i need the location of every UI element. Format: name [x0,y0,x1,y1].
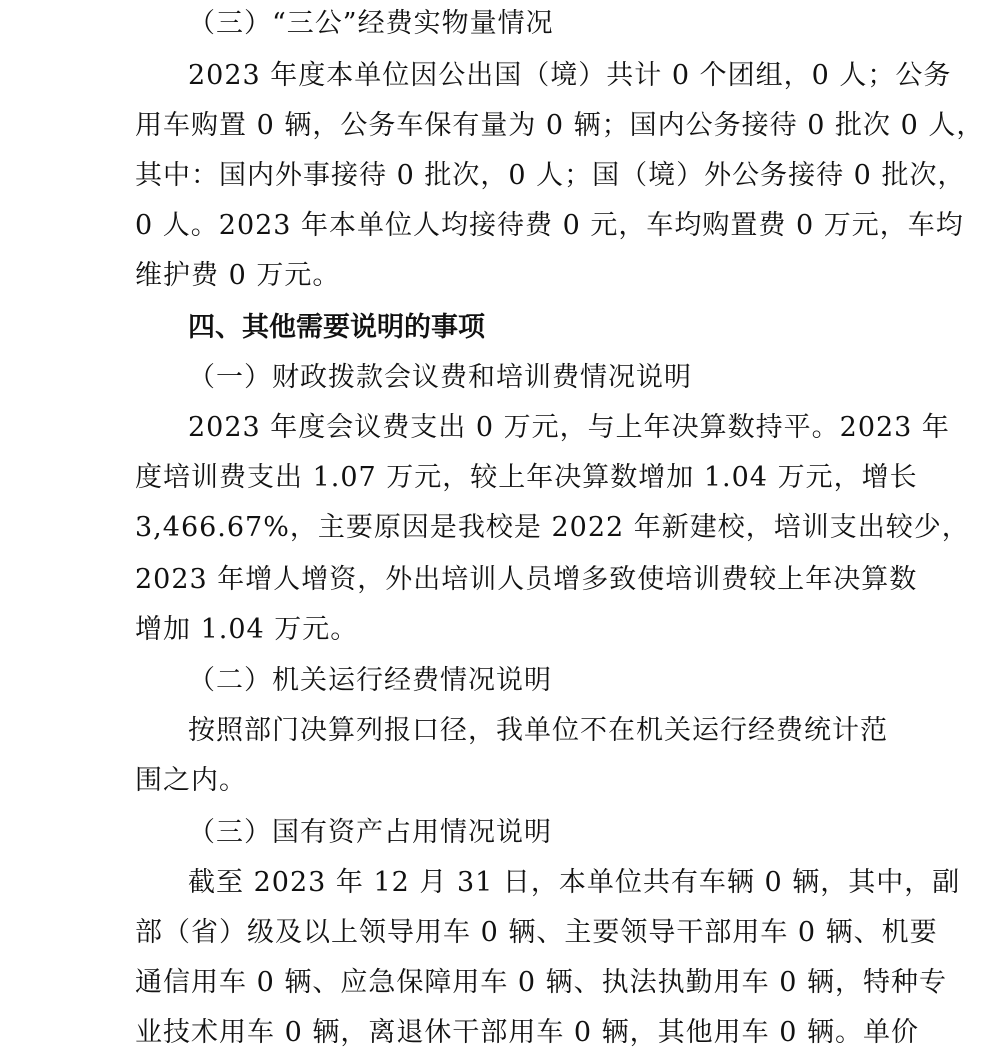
subsection-heading-three-public-expenses: （三）“三公”经费实物量情况 [188,8,554,39]
paragraph-line: 0 人。2023 年本单位人均接待费 0 元，车均购置费 0 万元，车均 [135,210,964,241]
paragraph-line: 通信用车 0 辆、应急保障用车 0 辆、执法执勤用车 0 辆，特种专 [135,967,948,998]
subsection-heading-meeting-training-fees: （一）财政拨款会议费和培训费情况说明 [188,362,692,393]
paragraph-line: 增加 1.04 万元。 [135,614,359,645]
paragraph-line: 其中：国内外事接待 0 批次，0 人；国（境）外公务接待 0 批次， [135,160,966,191]
paragraph-line: 用车购置 0 辆，公务车保有量为 0 辆；国内公务接待 0 批次 0 人， [135,110,985,141]
paragraph-line: 2023 年增人增资，外出培训人员增多致使培训费较上年决算数 [135,564,918,595]
subsection-heading-operating-expenses: （二）机关运行经费情况说明 [188,665,552,696]
paragraph-line: 业技术用车 0 辆，离退休干部用车 0 辆，其他用车 0 辆。单价 [135,1017,920,1048]
paragraph-line: 2023 年度会议费支出 0 万元，与上年决算数持平。2023 年 [188,412,950,443]
paragraph-line: 部（省）级及以上领导用车 0 辆、主要领导干部用车 0 辆、机要 [135,917,938,948]
paragraph-line: 截至 2023 年 12 月 31 日，本单位共有车辆 0 辆，其中，副 [188,867,961,898]
paragraph-line: 度培训费支出 1.07 万元，较上年决算数增加 1.04 万元，增长 [135,462,918,493]
section-heading-other-matters: 四、其他需要说明的事项 [188,312,485,343]
paragraph-line: 3,466.67%，主要原因是我校是 2022 年新建校，培训支出较少， [135,512,970,543]
paragraph-line: 维护费 0 万元。 [135,260,341,291]
paragraph-line: 围之内。 [135,765,247,796]
subsection-heading-state-assets: （三）国有资产占用情况说明 [188,817,552,848]
paragraph-line: 按照部门决算列报口径，我单位不在机关运行经费统计范 [188,715,888,746]
paragraph-line: 2023 年度本单位因公出国（境）共计 0 个团组，0 人；公务 [188,60,952,91]
